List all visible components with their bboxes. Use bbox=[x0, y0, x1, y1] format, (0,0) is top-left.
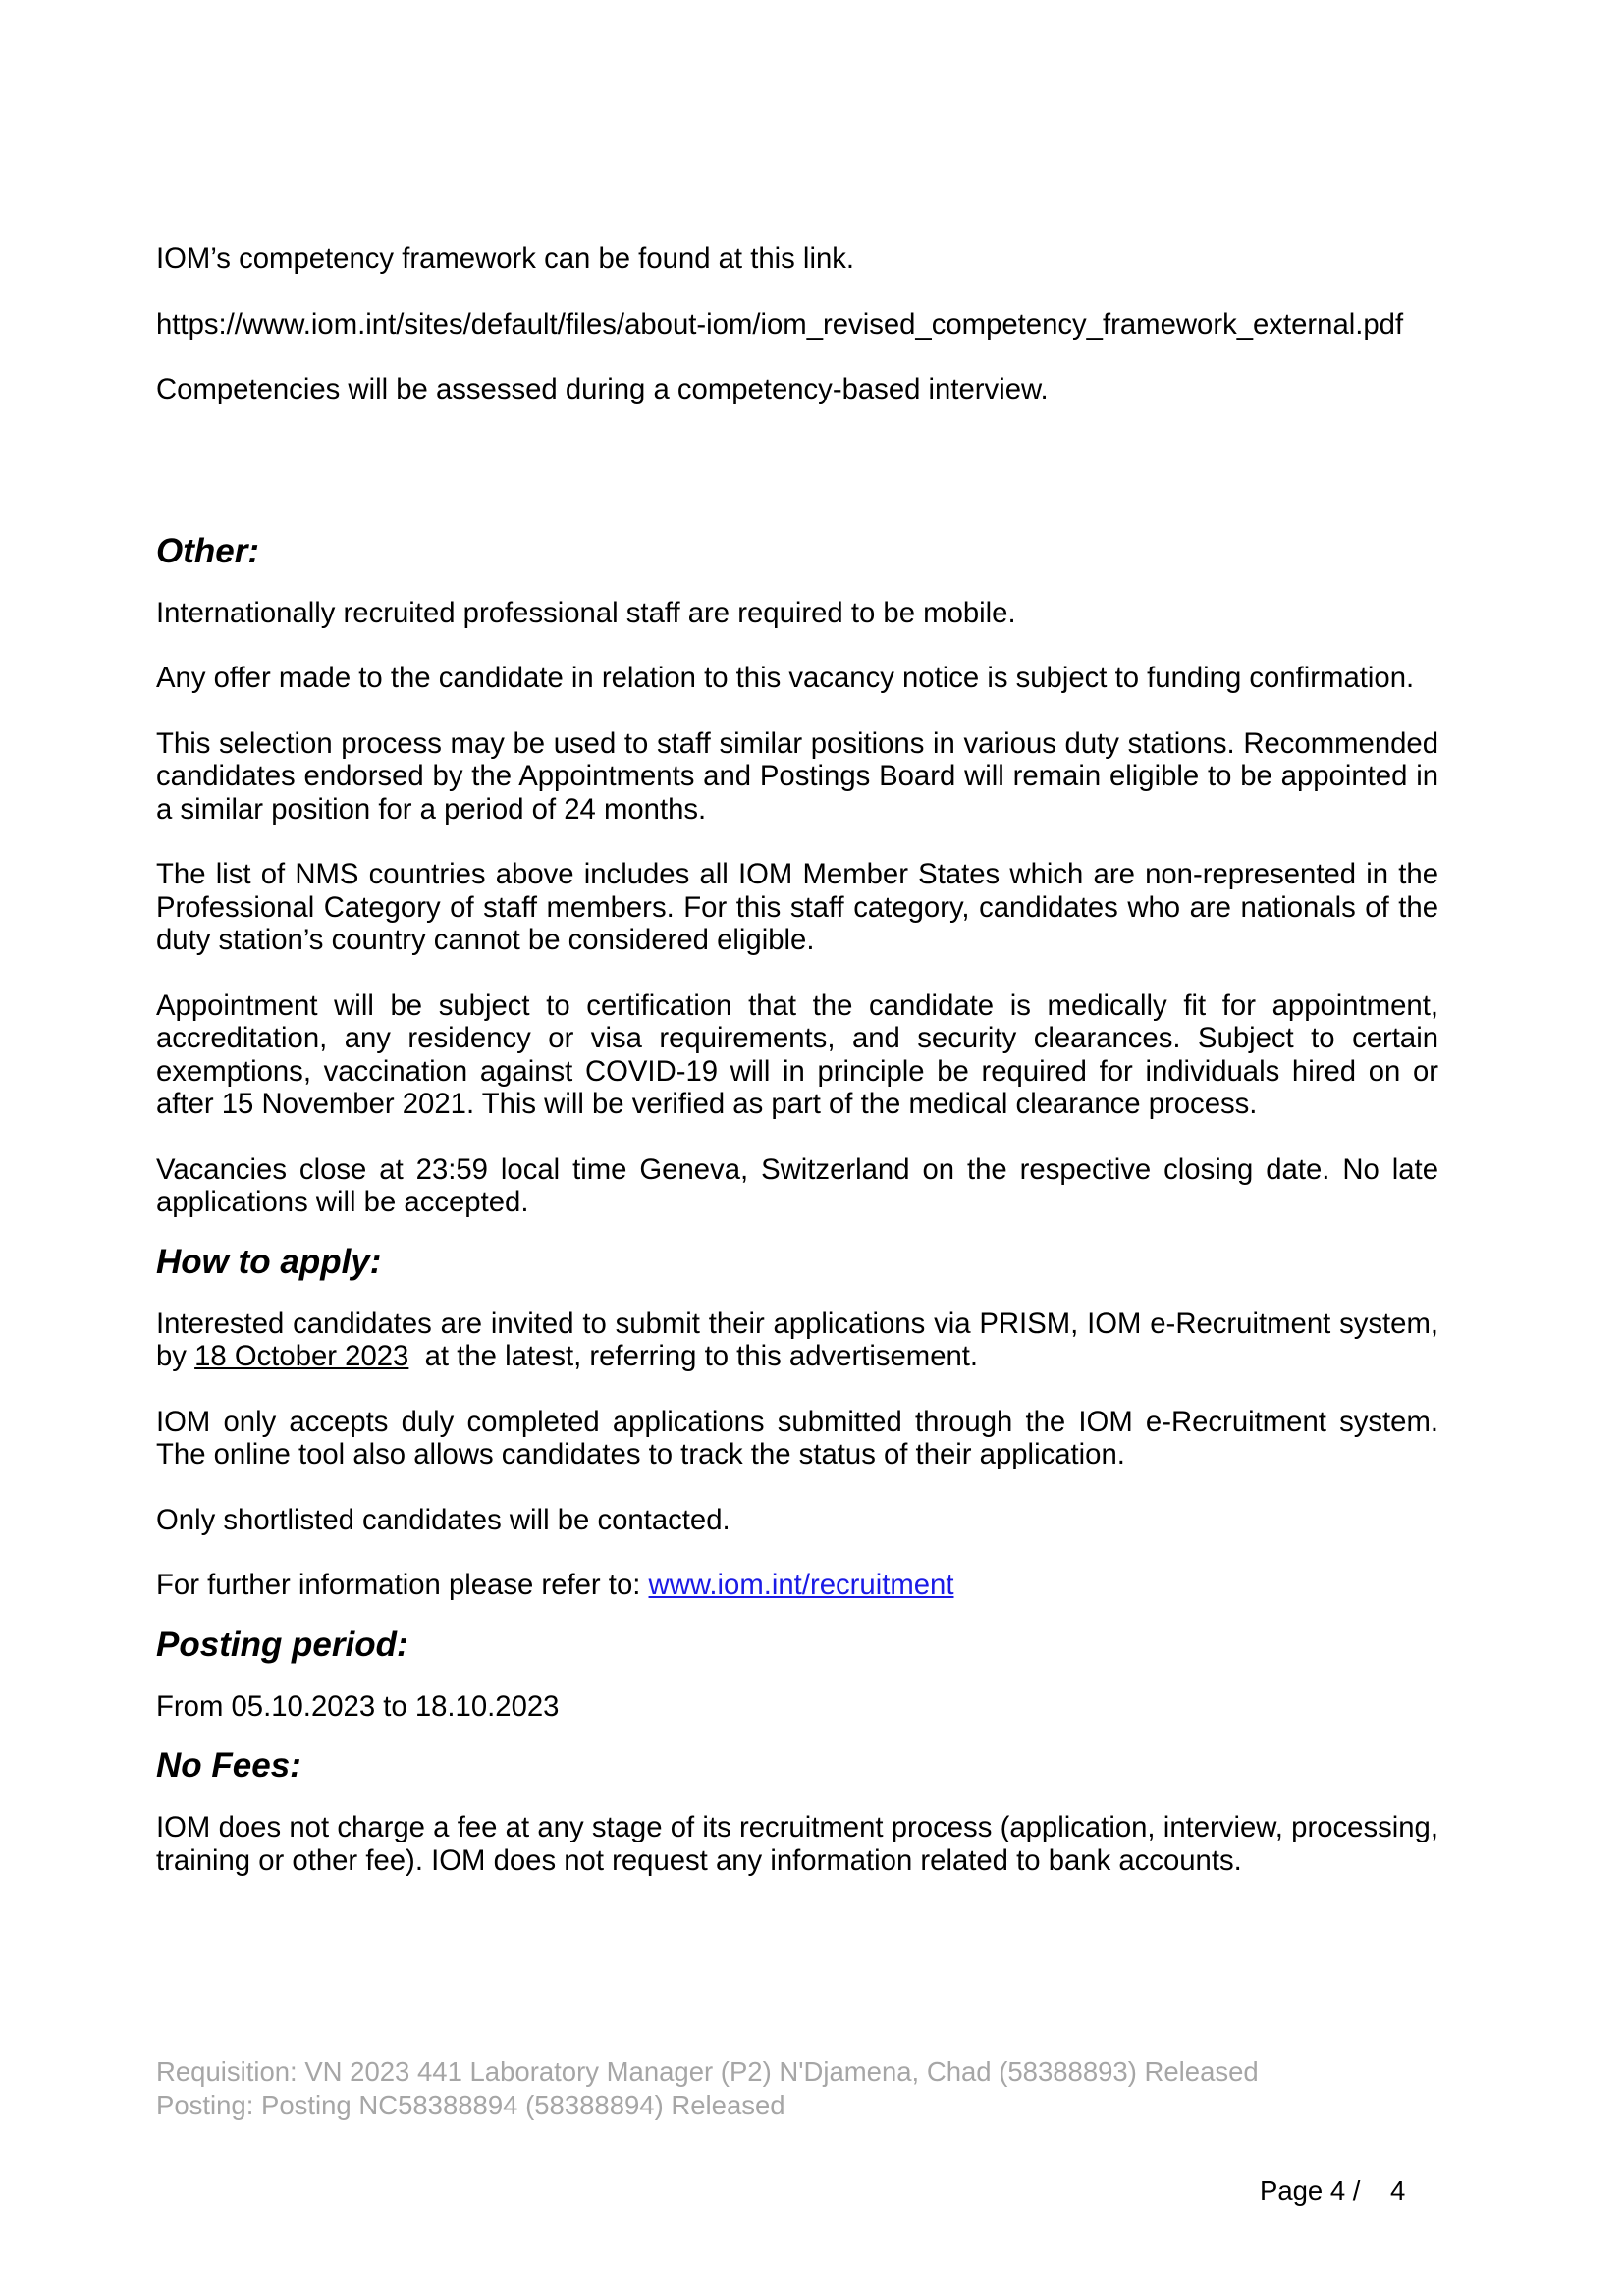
other-paragraph-nms: The list of NMS countries above includes all IOM Member States which are non-represented in the Professional Category of staff members. For this staff category, candidates who are nationals of the duty station’s country cannot be considered eligible. bbox=[156, 858, 1438, 956]
other-paragraph-appointment: Appointment will be subject to certification that the candidate is medically fit for appointment, accreditation, any residency or visa requirements, and security clearances. Subject to certain exemptions, vaccination against COVID-19 will in principle be required for individuals hired on or after 15 November 2021. This will be verified as part of the medical clearance process. bbox=[156, 988, 1438, 1120]
competency-assessment: Competencies will be assessed during a competency-based interview. bbox=[156, 373, 1049, 405]
how-to-apply-heading: How to apply: bbox=[156, 1242, 382, 1281]
page-footer bbox=[156, 2056, 1259, 2121]
other-heading: Other: bbox=[156, 531, 259, 570]
how-to-apply-paragraph-info bbox=[156, 1569, 1438, 1602]
other-paragraph-mobility: Internationally recruited professional staff are required to be mobile. bbox=[156, 596, 1016, 629]
submit-text-after: at the latest, referring to this advertisement. bbox=[408, 1340, 979, 1372]
how-to-apply-paragraph-accepts: IOM only accepts duly completed applications submitted through the IOM e-Recruitment system. The online tool also allows candidates to track the status of their application. bbox=[156, 1405, 1438, 1470]
closing-date: 18 October 2023 bbox=[194, 1340, 409, 1372]
no-fees-heading: No Fees: bbox=[156, 1746, 301, 1785]
other-paragraph-funding: Any offer made to the candidate in relation to this vacancy notice is subject to funding confirmation. bbox=[156, 662, 1415, 694]
posting-period-heading: Posting period: bbox=[156, 1625, 408, 1664]
footer-requisition: Requisition: VN 2023 441 Laboratory Manager (P2) N'Djamena, Chad (58388893) Released bbox=[156, 2056, 1259, 2087]
recruitment-link[interactable]: www.iom.int/recruitment bbox=[648, 1569, 954, 1601]
other-paragraph-selection: This selection process may be used to staff similar positions in various duty stations. Recommended candidates endorsed by the Appointments and Postings Board will remain eligible to be appointed in a similar position for a period of 24 months. bbox=[156, 726, 1438, 826]
competency-intro: IOM’s competency framework can be found at this link. bbox=[156, 242, 855, 275]
other-paragraph-closing: Vacancies close at 23:59 local time Geneva, Switzerland on the respective closing date. No late applications will be accepted. bbox=[156, 1152, 1438, 1218]
page-content bbox=[156, 242, 1438, 1877]
competency-framework-url: https://www.iom.int/sites/default/files/about-iom/iom_revised_competency_framework_external.pdf bbox=[156, 307, 1404, 341]
page-number: Page 4 / 4 bbox=[1260, 2175, 1406, 2206]
how-to-apply-paragraph-shortlisted: Only shortlisted candidates will be contacted. bbox=[156, 1503, 730, 1536]
posting-period-text: From 05.10.2023 to 18.10.2023 bbox=[156, 1689, 560, 1723]
submit-text-before: Interested candidates are invited to submit their applications via PRISM, IOM e-Recruitment system, by bbox=[156, 1307, 1438, 1372]
how-to-apply-paragraph-submit bbox=[156, 1308, 1438, 1373]
info-text: For further information please refer to: bbox=[156, 1569, 649, 1601]
footer-posting: Posting: Posting NC58388894 (58388894) Released bbox=[156, 2089, 785, 2120]
no-fees-text: IOM does not charge a fee at any stage of its recruitment process (application, interview, processing, training or other fee). IOM does not request any information related to bank accounts. bbox=[156, 1811, 1438, 1877]
